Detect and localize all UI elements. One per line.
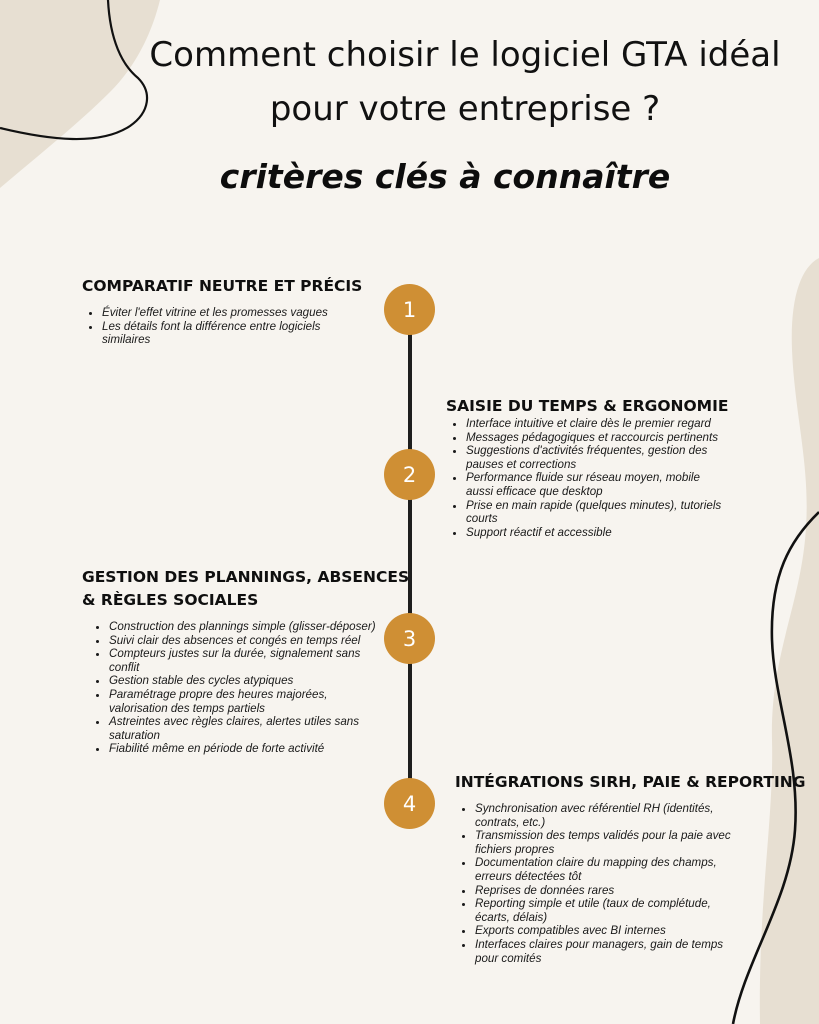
list-item: • Exports compatibles avec BI internes: [475, 924, 745, 938]
step-4-badge: 4: [384, 778, 435, 829]
list-item: • Reporting simple et utile (taux de complétude, écarts, délais): [475, 897, 745, 924]
list-item: • Prise en main rapide (quelques minutes), tutoriels courts: [466, 499, 728, 526]
list-item: • Suivi clair des absences et congés en temps réel: [109, 634, 379, 648]
timeline-line: [408, 306, 412, 806]
list-item: • Interfaces claires pour managers, gain de temps pour comités: [475, 938, 745, 965]
page-subtitle: critères clés à connaître: [219, 157, 671, 196]
step-1-title: COMPARATIF NEUTRE ET PRÉCIS: [82, 277, 363, 295]
step-3-title-line-2: & RÈGLES SOCIALES: [82, 591, 259, 609]
step-4-list: [455, 802, 745, 965]
step-3-list: [89, 620, 379, 756]
list-item: • Messages pédagogiques et raccourcis pertinents: [466, 431, 728, 445]
page-title-line-1: Comment choisir le logiciel GTA idéal: [149, 35, 781, 75]
list-item: • Construction des plannings simple (glisser-déposer): [109, 620, 379, 634]
list-item: • Performance fluide sur réseau moyen, mobile aussi efficace que desktop: [466, 471, 728, 498]
list-item: • Paramétrage propre des heures majorées, valorisation des temps partiels: [109, 688, 379, 715]
step-1-badge: 1: [384, 284, 435, 335]
step-3-badge: 3: [384, 613, 435, 664]
list-item: • Compteurs justes sur la durée, signalement sans conflit: [109, 647, 379, 674]
step-2-badge: 2: [384, 449, 435, 500]
list-item: • Gestion stable des cycles atypiques: [109, 674, 379, 688]
page-title-line-2: pour votre entreprise ?: [269, 89, 661, 129]
list-item: • Astreintes avec règles claires, alertes utiles sans saturation: [109, 715, 379, 742]
step-2-title: SAISIE DU TEMPS & ERGONOMIE: [446, 397, 729, 415]
step-1-list: [82, 306, 357, 347]
step-2-list: [446, 417, 728, 539]
list-item: • Synchronisation avec référentiel RH (identités, contrats, etc.): [475, 802, 745, 829]
list-item: • Support réactif et accessible: [466, 526, 728, 540]
list-item: • Reprises de données rares: [475, 884, 745, 898]
list-item: • Fiabilité même en période de forte activité: [109, 742, 379, 756]
list-item: • Documentation claire du mapping des champs, erreurs détectées tôt: [475, 856, 745, 883]
list-item: • Éviter l'effet vitrine et les promesses vagues: [102, 306, 357, 320]
list-item: • Transmission des temps validés pour la paie avec fichiers propres: [475, 829, 745, 856]
right-blob: [760, 258, 819, 1024]
list-item: • Suggestions d'activités fréquentes, gestion des pauses et corrections: [466, 444, 728, 471]
list-item: • Interface intuitive et claire dès le premier regard: [466, 417, 728, 431]
step-4-title: INTÉGRATIONS SIRH, PAIE & REPORTING: [455, 773, 806, 791]
step-3-title-line-1: GESTION DES PLANNINGS, ABSENCES: [82, 568, 410, 586]
list-item: • Les détails font la différence entre logiciels similaires: [102, 320, 357, 347]
